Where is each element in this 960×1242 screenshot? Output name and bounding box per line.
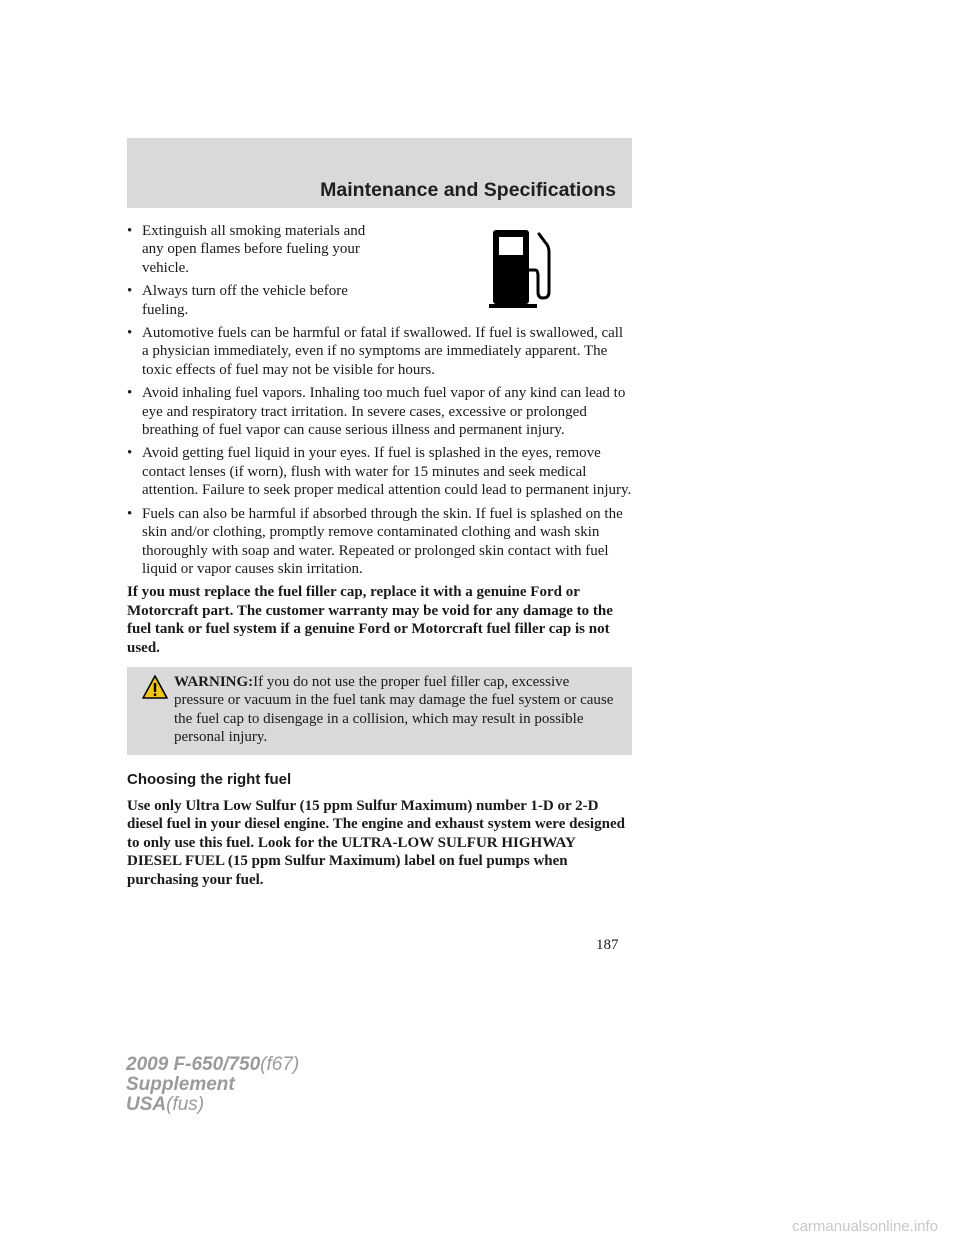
warning-box (127, 667, 632, 755)
footer-supplement: Supplement (126, 1074, 235, 1095)
footer-market: USA (126, 1094, 167, 1115)
section-header-band (127, 138, 632, 208)
warning-label: WARNING: (174, 673, 254, 690)
footer-model: 2009 F-650/750 (126, 1054, 261, 1075)
footer-market-code: (fus) (166, 1094, 205, 1115)
list-item: • Extinguish all smoking materials and any open flames before fueling your vehicle. (127, 222, 632, 277)
list-item: • Fuels can also be harmful if absorbed through the skin. If fuel is splashed on the skin and/or clothing, promptly remove contaminated clothing and wash skin thoroughly with soap and water. Repeated or prolonged skin contact with fuel liquid or vapor causes skin irritation. (127, 505, 632, 579)
watermark: carmanualsonline.info (792, 1218, 938, 1235)
page-number: 187 (596, 937, 619, 953)
document-footer (126, 1055, 299, 1115)
warning-triangle-icon (141, 674, 169, 700)
list-item: • Avoid getting fuel liquid in your eyes. If fuel is splashed in the eyes, remove contact lenses (if worn), flush with water for 15 minutes and seek medical attention. Failure to seek proper medical attention could lead to permanent injury. (127, 444, 632, 499)
section-heading: Choosing the right fuel (127, 770, 292, 788)
section-body: Use only Ultra Low Sulfur (15 ppm Sulfur Maximum) number 1-D or 2-D diesel fuel in your diesel engine. The engine and exhaust system were designed to only use this fuel. Look for the ULTRA-LOW SULFUR HIGHWAY DIESEL FUEL (15 ppm Sulfur Maximum) label on fuel pumps when purchasing your fuel. (127, 797, 625, 888)
list-item: • Avoid inhaling fuel vapors. Inhaling too much fuel vapor of any kind can lead to eye and respiratory tract irritation. In severe cases, excessive or prolonged breathing of fuel vapor can cause serious illness and permanent injury. (127, 384, 632, 439)
warning-text-block (127, 673, 622, 747)
filler-cap-notice: If you must replace the fuel filler cap, replace it with a genuine Ford or Motorcraft part. The customer warranty may be void for any damage to the fuel tank or fuel system if a genuine Ford or Motorcraft fuel filler cap is not used. (127, 584, 613, 656)
page-content (127, 222, 632, 899)
list-item: • Automotive fuels can be harmful or fatal if swallowed. If fuel is swallowed, call a physician immediately, even if no symptoms are immediately apparent. The toxic effects of fuel may not be visible for hours. (127, 324, 632, 379)
warning-text: If you do not use the proper fuel filler cap, excessive pressure or vacuum in the fuel tank may damage the fuel system or cause the fuel cap to disengage in a collision, which may result in possible personal injury. (174, 673, 614, 746)
list-item: • Always turn off the vehicle before fueling. (127, 282, 632, 319)
section-title: Maintenance and Specifications (320, 179, 616, 201)
footer-model-code: (f67) (260, 1054, 300, 1075)
